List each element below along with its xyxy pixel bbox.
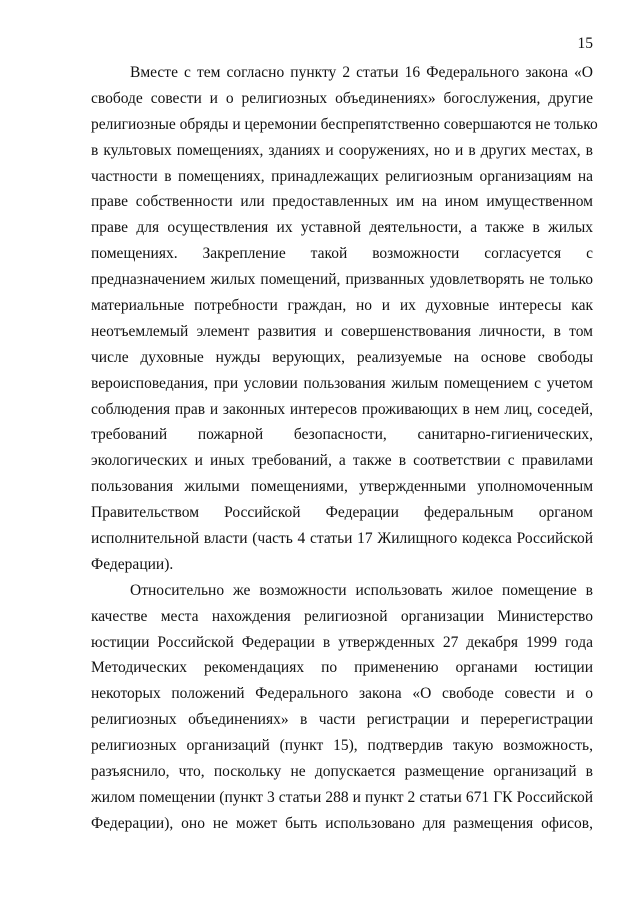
text-line: Правительством Российской Федерации федеральным органом [91,504,593,522]
text-line: некоторых положений Федерального закона «О свободе совести и о [91,685,593,703]
paragraph-1 [91,60,598,578]
text-line: разъяснило, что, поскольку не допускается размещение организаций в [91,763,593,781]
text-line: религиозные обряды и церемонии беспрепятственно совершаются не только [91,115,598,133]
text-line: предназначением жилых помещений, призванных удовлетворять не только [91,271,593,289]
text-line: Относительно же возможности использовать жилое помещение в [130,581,593,599]
text-line: религиозных объединениях» в части регистрации и перерегистрации [91,711,593,729]
document-body [91,60,598,837]
text-line: Методических рекомендациях по применению органами юстиции [91,659,593,677]
text-line: материальные потребности граждан, но и их духовные интересы как [91,297,593,315]
text-line: неотъемлемый элемент развития и совершенствования личности, в том [91,322,593,340]
text-line: жилом помещении (пункт 3 статьи 288 и пункт 2 статьи 671 ГК Российской [91,788,593,806]
text-line: числе духовные нужды верующих, реализуемые на основе свободы [91,348,593,366]
text-line: качестве места нахождения религиозной организации Министерство [91,607,593,625]
text-line: пользования жилыми помещениями, утвержденными уполномоченным [91,478,593,496]
text-line: Федерации). [91,555,174,573]
text-line: Федерации), оно не может быть использовано для размещения офисов, [91,814,593,832]
paragraph-2 [91,578,593,837]
text-line: религиозных организаций (пункт 15), подтвердив такую возможность, [91,737,593,755]
text-line: частности в помещениях, принадлежащих религиозным организациям на [91,167,593,185]
text-line: юстиции Российской Федерации в утвержденных 27 декабря 1999 года [91,633,593,651]
text-line: требований пожарной безопасности, санитарно-гигиенических, [91,426,593,444]
text-line: вероисповедания, при условии пользования жилым помещением с учетом [91,374,593,392]
text-line: исполнительной власти (часть 4 статьи 17 Жилищного кодекса Российской [91,530,593,548]
text-line: Вместе с тем согласно пункту 2 статьи 16 Федерального закона «О [130,64,593,81]
page-number: 15 [577,35,593,52]
text-line: в культовых помещениях, зданиях и сооружениях, но и в других местах, в [91,141,593,159]
text-line: соблюдения прав и законных интересов проживающих в нем лиц, соседей, [91,400,593,418]
text-line: праве для осуществления их уставной деятельности, а также в жилых [91,219,593,237]
text-line: свободе совести и о религиозных объединениях» богослужения, другие [91,89,593,107]
text-line: праве собственности или предоставленных им на ином имущественном [91,193,593,211]
text-line: экологических и иных требований, а также в соответствии с правилами [91,452,593,470]
text-line: помещениях. Закрепление такой возможности согласуется с [91,245,593,263]
